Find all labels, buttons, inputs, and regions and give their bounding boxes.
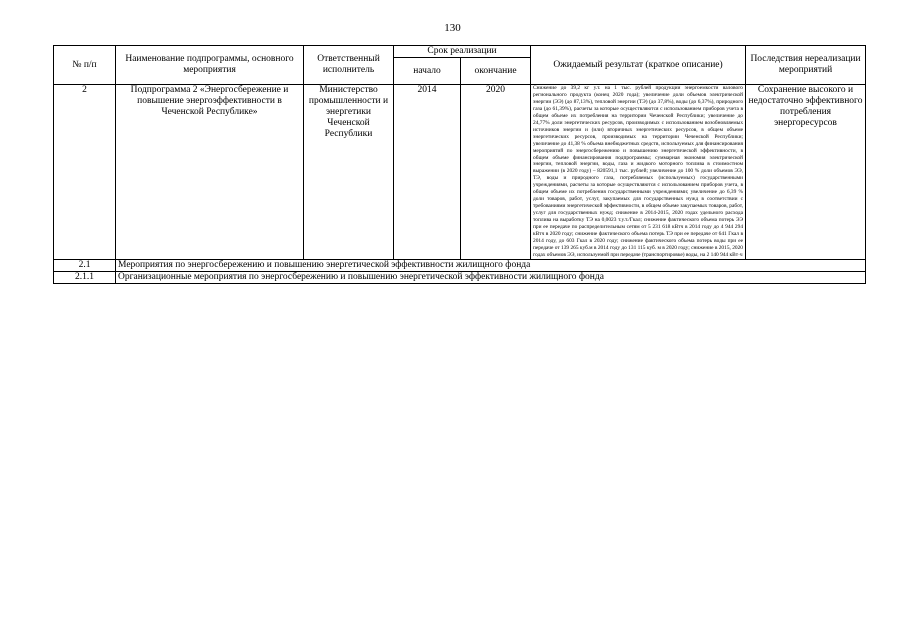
header-end: окончание: [461, 58, 531, 85]
header-period: Срок реализации: [394, 46, 531, 58]
header-num: № п/п: [54, 46, 116, 85]
page-number: 130: [444, 22, 461, 34]
sub-row-text: Мероприятия по энергосбережению и повышению энергетической эффективности жилищного фонда: [116, 259, 866, 271]
header-executor: Ответственный исполнитель: [304, 46, 394, 85]
sub-row-text: Организационные мероприятия по энергосбережению и повышению энергетической эффективности жилищного фонда: [116, 271, 866, 283]
row-num: 2: [54, 85, 116, 260]
header-name: Наименование подпрограммы, основного мероприятия: [116, 46, 304, 85]
sub-row-num: 2.1.1: [54, 271, 116, 283]
row-executor: Министерство промышленности и энергетики Чеченской Республики: [304, 85, 394, 260]
row-name: Подпрограмма 2 «Энергосбережение и повышение энергоэффективности в Чеченской Республике»: [116, 85, 304, 260]
header-start: начало: [394, 58, 461, 85]
row-end: 2020: [461, 85, 531, 260]
row-start: 2014: [394, 85, 461, 260]
main-row: [54, 85, 866, 260]
header-consequences: Последствия нереализации мероприятий: [746, 46, 866, 85]
row-result: Снижение до 39,2 кг у.т. на 1 тыс. рублей продукции энергоемкости валового регионального продукта (конец 2020 года); увеличение доли объемов электрической энергии (ЭЭ) (до 87,13%), тепловой энергии (ТЭ) (до 37,8%), воды (до 6,37%), природного газа (до 61,39%), расчеты за которые осуществляются с использованием приборов учета в общем объеме их потребления на территории Чеченской Республики; увеличение до 24,77% доли энергетических ресурсов, производимых с использованием возобновляемых источников энергии и (или) вторичных энергетических ресурсов, в общем объеме энергетических ресурсов, производимых на территории Чеченской Республики; увеличение до 41,38 % объема внебюджетных средств, используемых для финансирования мероприятий по энергосбережению и повышению энергетической эффективности, в общем объеме финансирования подпрограммы; суммарная экономия электрической энергии, тепловой энергии, воды, газа и жидкого моторного топлива в стоимостном выражении (в 2020 году) – 820591,1 тыс. рублей; увеличение до 100 % доли объемов ЭЭ, ТЭ, воды и природного газа, потребляемых (используемых) государственными учреждениями, расчеты за которые осуществляются с использованием приборов учета, в общем объеме их потребления государственными учреждениями; увеличение до 6,39 % доли товаров, работ, услуг, закупаемых для государственных нужд в соответствии с требованиями энергетической эффективности, в общем объеме закупаемых товаров, работ, услуг для государственных нужд; снижение в 2014-2015, 2020 годах удельного расхода топлива на выработку ТЭ на 0,0023 т.у.т./Гкал; снижение фактического объема потерь ЭЭ при ее передаче по распределительным сетям от 5 231 618 кВтч в 2014 году до 4 944 294 кВтч в 2020 году; снижение фактического объема потерь ТЭ при ее передаче от 641 Гкал в 2014 году, до 603 Гкал в 2020 году; снижение фактического объема потерь воды при ее передаче от 139 265 куб.м в 2014 году до 131 115 куб. м в 2020 году; снижение в 2015, 2020 годах объемов ЭЭ, используемой при передаче (транспортировке) воды, на 2 140 944 кВт·ч: [531, 85, 746, 260]
program-table: [53, 45, 866, 284]
sub-row-num: 2.1: [54, 259, 116, 271]
sub-row: [54, 259, 866, 271]
row-consequences: Сохранение высокого и недостаточно эффективного потребления энергоресурсов: [746, 85, 866, 260]
sub-row: [54, 271, 866, 283]
header-result: Ожидаемый результат (краткое описание): [531, 46, 746, 85]
